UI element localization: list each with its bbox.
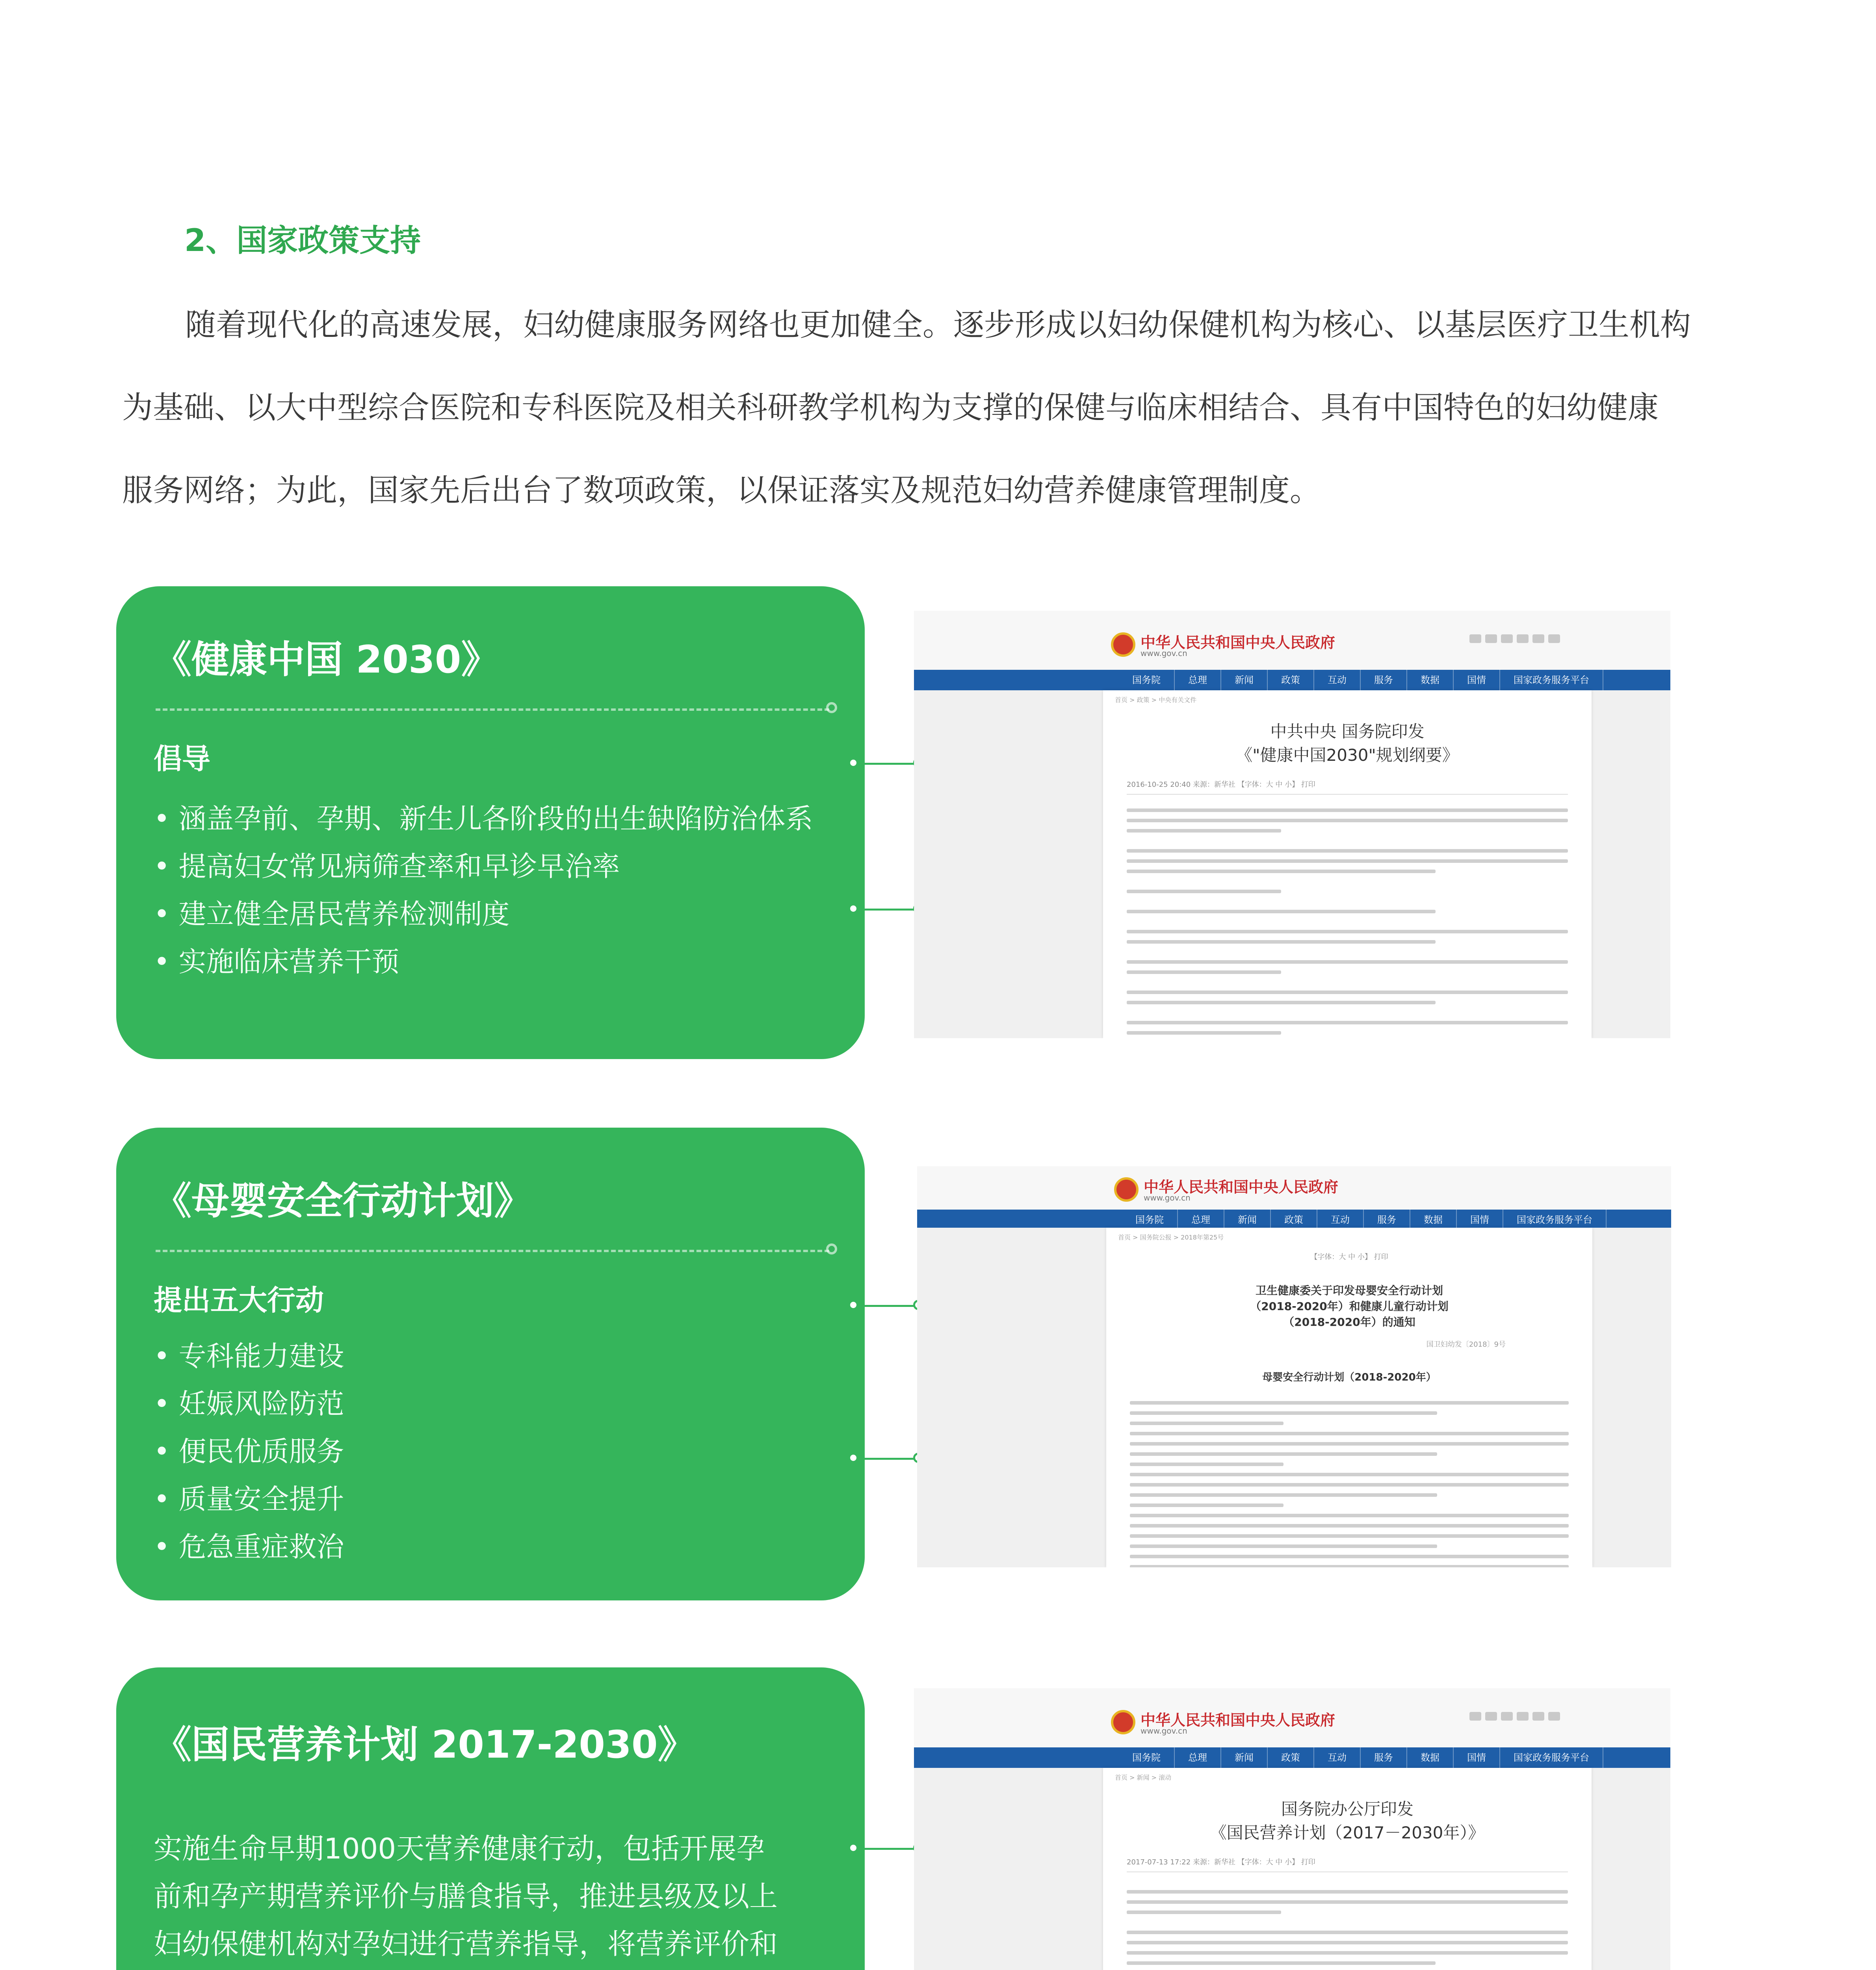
list-item: • 提高妇女常见病筛查率和早诊早治率 <box>154 843 813 890</box>
card-list <box>154 1333 344 1571</box>
list-item: • 质量安全提升 <box>154 1476 344 1523</box>
site-name: 中华人民共和国中央人民政府 <box>1140 1712 1335 1729</box>
site-url: www.gov.cn <box>1140 649 1187 658</box>
nav-item[interactable]: 国务院 <box>1122 1210 1178 1228</box>
policy-card-national-nutrition <box>116 1667 865 1970</box>
card-paragraph: 实施生命早期1000天营养健康行动，包括开展孕 前和孕产期营养评价与膳食指导，推进县级及以上 妇幼保健机构对孕妇进行营养指导，将营养评价和 <box>154 1832 778 1961</box>
card-subtitle: 提出五大行动 <box>154 1284 324 1317</box>
article-meta: 2017-07-13 17:22 来源：新华社 【字体：大 中 小】 打印 <box>1127 1857 1568 1872</box>
list-item: • 危急重症救治 <box>154 1523 344 1571</box>
list-item: • 便民优质服务 <box>154 1428 344 1476</box>
article-meta: 【字体：大 中 小】 打印 <box>1310 1253 1388 1261</box>
nav-item[interactable]: 国家政务服务平台 <box>1500 670 1603 690</box>
site-url: www.gov.cn <box>1140 1726 1187 1736</box>
article-page <box>1103 690 1592 1038</box>
article-body <box>1127 808 1568 1038</box>
article-title-line: 中共中央 国务院印发 <box>1270 722 1425 741</box>
national-emblem-icon <box>1114 1177 1139 1202</box>
connector-line <box>854 1848 918 1850</box>
nav-item[interactable]: 国情 <box>1454 670 1500 690</box>
breadcrumb: 首页 > 政策 > 中央有关文件 <box>1115 696 1197 704</box>
intro-line-1: 随着现代化的高速发展，妇幼健康服务网络也更加健全。逐步形成以妇幼保健机构为核心、以基层医疗卫生机构 <box>185 307 1691 343</box>
document-number: 国卫妇幼发〔2018〕9号 <box>1426 1340 1506 1349</box>
intro-line-3: 服务网络；为此，国家先后出台了数项政策，以保证落实及规范妇幼营养健康管理制度。 <box>122 473 1321 508</box>
nav-item[interactable]: 总理 <box>1175 1747 1221 1768</box>
intro-paragraph <box>122 284 1761 532</box>
connector-line <box>854 909 918 911</box>
list-item: • 实施临床营养干预 <box>154 938 813 986</box>
nav-item[interactable]: 国家政务服务平台 <box>1503 1210 1607 1228</box>
breadcrumb: 首页 > 新闻 > 滚动 <box>1115 1774 1172 1781</box>
list-item: • 妊娠风险防范 <box>154 1380 344 1428</box>
nav-item[interactable]: 互动 <box>1314 1747 1361 1768</box>
article-title-line: 《"健康中国2030"规划纲要》 <box>1236 745 1459 765</box>
section-heading: 2、国家政策支持 <box>184 223 421 258</box>
nav-item[interactable]: 数据 <box>1410 1210 1457 1228</box>
site-url: www.gov.cn <box>1144 1193 1191 1202</box>
policy-card-maternal-safety <box>116 1128 865 1600</box>
card-list <box>154 795 813 986</box>
toolbar-icons <box>1469 634 1599 644</box>
article-body <box>1130 1401 1569 1567</box>
nav-item[interactable]: 新闻 <box>1221 670 1268 690</box>
policy-screenshot-healthy-china <box>914 611 1670 1038</box>
nav-item[interactable]: 数据 <box>1407 670 1454 690</box>
breadcrumb: 首页 > 国务院公报 > 2018年第25号 <box>1118 1234 1224 1241</box>
nav-item[interactable]: 新闻 <box>1221 1747 1268 1768</box>
policy-screenshot-maternal-safety <box>917 1166 1671 1567</box>
list-item: • 专科能力建设 <box>154 1333 344 1380</box>
nav-item[interactable]: 国情 <box>1457 1210 1503 1228</box>
article-title-line: 《国民营养计划（2017－2030年）》 <box>1210 1823 1485 1842</box>
article-meta: 2016-10-25 20:40 来源：新华社 【字体：大 中 小】 打印 <box>1127 779 1568 795</box>
intro-line-2: 为基础、以大中型综合医院和专科医院及相关科研教学机构为支撑的保健与临床相结合、具有中国特色的妇幼健康 <box>122 390 1659 426</box>
card-divider <box>156 708 829 711</box>
nav-item[interactable]: 政策 <box>1268 670 1314 690</box>
national-emblem-icon <box>1111 632 1135 657</box>
nav-item[interactable]: 总理 <box>1175 670 1221 690</box>
connector-line <box>854 1458 918 1460</box>
nav-item[interactable]: 数据 <box>1407 1747 1454 1768</box>
national-emblem-icon <box>1111 1710 1135 1734</box>
list-item: • 建立健全居民营养检测制度 <box>154 890 813 938</box>
site-name: 中华人民共和国中央人民政府 <box>1140 634 1335 651</box>
nav-item[interactable]: 服务 <box>1364 1210 1410 1228</box>
site-name: 中华人民共和国中央人民政府 <box>1144 1178 1339 1196</box>
article-title-line: （2018-2020年）和健康儿童行动计划 <box>1250 1300 1449 1313</box>
site-nav <box>914 1747 1670 1768</box>
connector-line <box>854 763 918 765</box>
article-title-line: 卫生健康委关于印发母婴安全行动计划 <box>1255 1284 1443 1297</box>
card-title: 《健康中国 2030》 <box>154 637 499 682</box>
nav-item[interactable]: 政策 <box>1271 1210 1317 1228</box>
toolbar-icons <box>1469 1712 1599 1721</box>
list-item: • 涵盖孕前、孕期、新生儿各阶段的出生缺陷防治体系 <box>154 795 813 843</box>
card-subtitle: 倡导 <box>154 742 211 775</box>
nav-item[interactable]: 互动 <box>1314 670 1361 690</box>
site-nav <box>914 670 1670 690</box>
policy-card-healthy-china <box>116 586 865 1059</box>
card-title: 《国民营养计划 2017-2030》 <box>154 1723 696 1767</box>
card-title: 《母婴安全行动计划》 <box>154 1179 532 1223</box>
nav-item[interactable]: 国家政务服务平台 <box>1500 1747 1603 1768</box>
article-title-line: （2018-2020年）的通知 <box>1283 1316 1415 1329</box>
section-title: 母婴安全行动计划（2018-2020年） <box>1262 1372 1436 1383</box>
nav-item[interactable]: 政策 <box>1268 1747 1314 1768</box>
nav-item[interactable]: 服务 <box>1361 670 1407 690</box>
nav-item[interactable]: 服务 <box>1361 1747 1407 1768</box>
article-page <box>1106 1228 1592 1567</box>
article-title-line: 国务院办公厅印发 <box>1281 1799 1414 1819</box>
policy-screenshot-national-nutrition <box>914 1688 1670 1970</box>
nav-item[interactable]: 国情 <box>1454 1747 1500 1768</box>
nav-item[interactable]: 新闻 <box>1224 1210 1271 1228</box>
nav-item[interactable]: 总理 <box>1178 1210 1224 1228</box>
card-divider <box>156 1250 829 1252</box>
article-page <box>1103 1768 1592 1970</box>
site-nav <box>917 1210 1671 1228</box>
nav-item[interactable]: 互动 <box>1317 1210 1364 1228</box>
article-body <box>1127 1890 1568 1970</box>
nav-item[interactable]: 国务院 <box>1119 1747 1175 1768</box>
nav-item[interactable]: 国务院 <box>1119 670 1175 690</box>
connector-line <box>854 1305 918 1307</box>
